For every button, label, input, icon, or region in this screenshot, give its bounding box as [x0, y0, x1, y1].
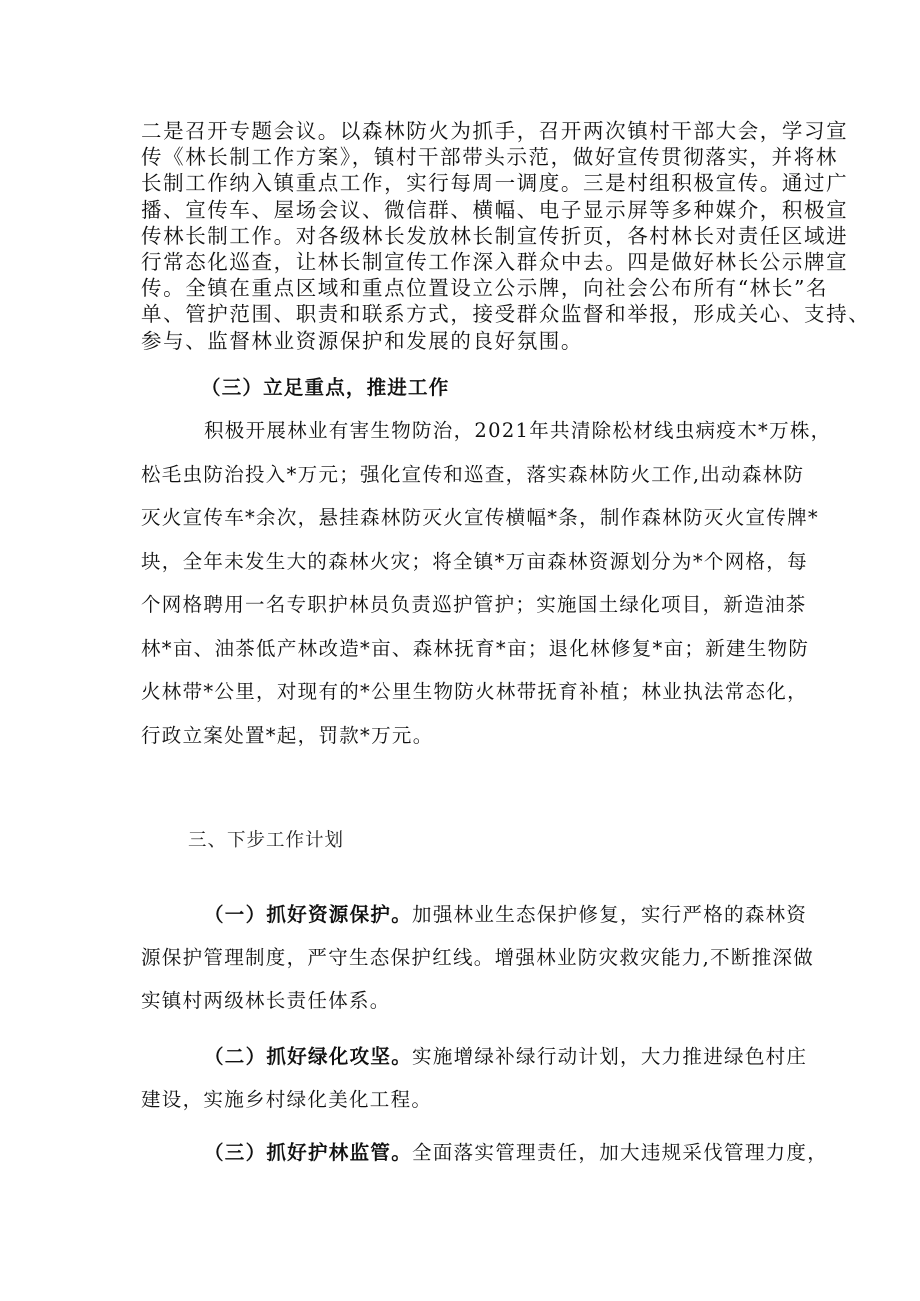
- plan-greening: [141, 1035, 825, 1121]
- plan-forest-supervision: [141, 1131, 829, 1174]
- plan-resource-protection: [141, 893, 825, 1022]
- paragraph-line: [141, 1131, 829, 1174]
- subheading-focus: （三）立足重点，推进工作: [201, 376, 450, 399]
- paragraph-line: 传《林长制工作方案》，镇村干部带头示范，做好宣传贯彻落实，并将林: [141, 145, 838, 170]
- paragraph-line: 火林带*公里，对现有的*公里生物防火林带抚育补植；林业执法常态化，: [141, 680, 808, 703]
- paragraph-line: 行常态化巡查，让林长制宣传工作深入群众中去。四是做好林长公示牌宣: [141, 250, 849, 275]
- paragraph-line: [141, 1035, 825, 1078]
- paragraph-line: 实镇村两级林长责任体系。: [141, 989, 391, 1012]
- paragraph-line: 传林长制工作。对各级林长发放林长制宣传折页，各村林长对责任区域进: [141, 223, 849, 248]
- paragraph-line: 建设，实施乡村绿化美化工程。: [141, 1088, 433, 1111]
- paragraph-line: 行政立案处置*起，罚款*万元。: [141, 723, 434, 747]
- paragraph-line: 传。全镇在重点区域和重点位置设立公示牌，向社会公布所有“林长”名: [141, 276, 829, 301]
- plan-text: 加强林业生态保护修复，实行严格的森林资: [412, 903, 808, 926]
- paragraph-line: 播、宣传车、屋场会议、微信群、横幅、电子显示屏等多种媒介，积极宣: [141, 197, 849, 222]
- section-heading-next-steps: 三、下步工作计划: [188, 830, 345, 851]
- paragraph-line: 二是召开专题会议。以森林防火为抓手，召开两次镇村干部大会，学习宣: [141, 119, 849, 143]
- plan-lead: （一）抓好资源保护。: [204, 903, 413, 926]
- plan-text: 全面落实管理责任，加大违规采伐管理力度，: [412, 1141, 829, 1164]
- paragraph-line: 林*亩、油茶低产林改造*亩、森林抚育*亩；退化林修复*亩；新建生物防: [141, 636, 810, 660]
- paragraph-line: 松毛虫防治投入*万元；强化宣传和巡查，落实森林防火工作,出动森林防: [141, 462, 805, 486]
- paragraph-line: 个网格聘用一名专职护林员负责巡护管护；实施国土绿化项目，新造油茶: [141, 593, 807, 616]
- paragraph-line: 单、管护范围、职责和联系方式，接受群众监督和举报，形成关心、支持、: [141, 302, 871, 327]
- paragraph-line: 长制工作纳入镇重点工作，实行每周一调度。三是村组积极宣传。通过广: [141, 171, 849, 196]
- plan-lead: （二）抓好绿化攻坚。: [204, 1045, 413, 1068]
- paragraph-line: 参与、监督林业资源保护和发展的良好氛围。: [141, 328, 583, 353]
- paragraph-line: 积极开展林业有害生物防治，2021年共清除松材线虫病疫木*万株，: [204, 419, 832, 442]
- paragraph-line: 块，全年未发生大的森林火灾；将全镇*万亩森林资源划分为*个网格，每: [141, 549, 808, 573]
- paragraph-line: [141, 893, 825, 936]
- paragraph-line: 灭火宣传车*余次，悬挂森林防灭火宣传横幅*条，制作森林防灭火宣传牌*: [141, 506, 819, 529]
- paragraph-publicity: [141, 118, 871, 354]
- plan-lead: （三）抓好护林监管。: [204, 1141, 413, 1164]
- paragraph-work-progress: [141, 409, 832, 757]
- plan-text: 实施增绿补绿行动计划，大力推进绿色村庄: [412, 1045, 808, 1068]
- paragraph-line: 源保护管理制度，严守生态保护红线。增强林业防灾救灾能力,不断推深做: [141, 946, 815, 969]
